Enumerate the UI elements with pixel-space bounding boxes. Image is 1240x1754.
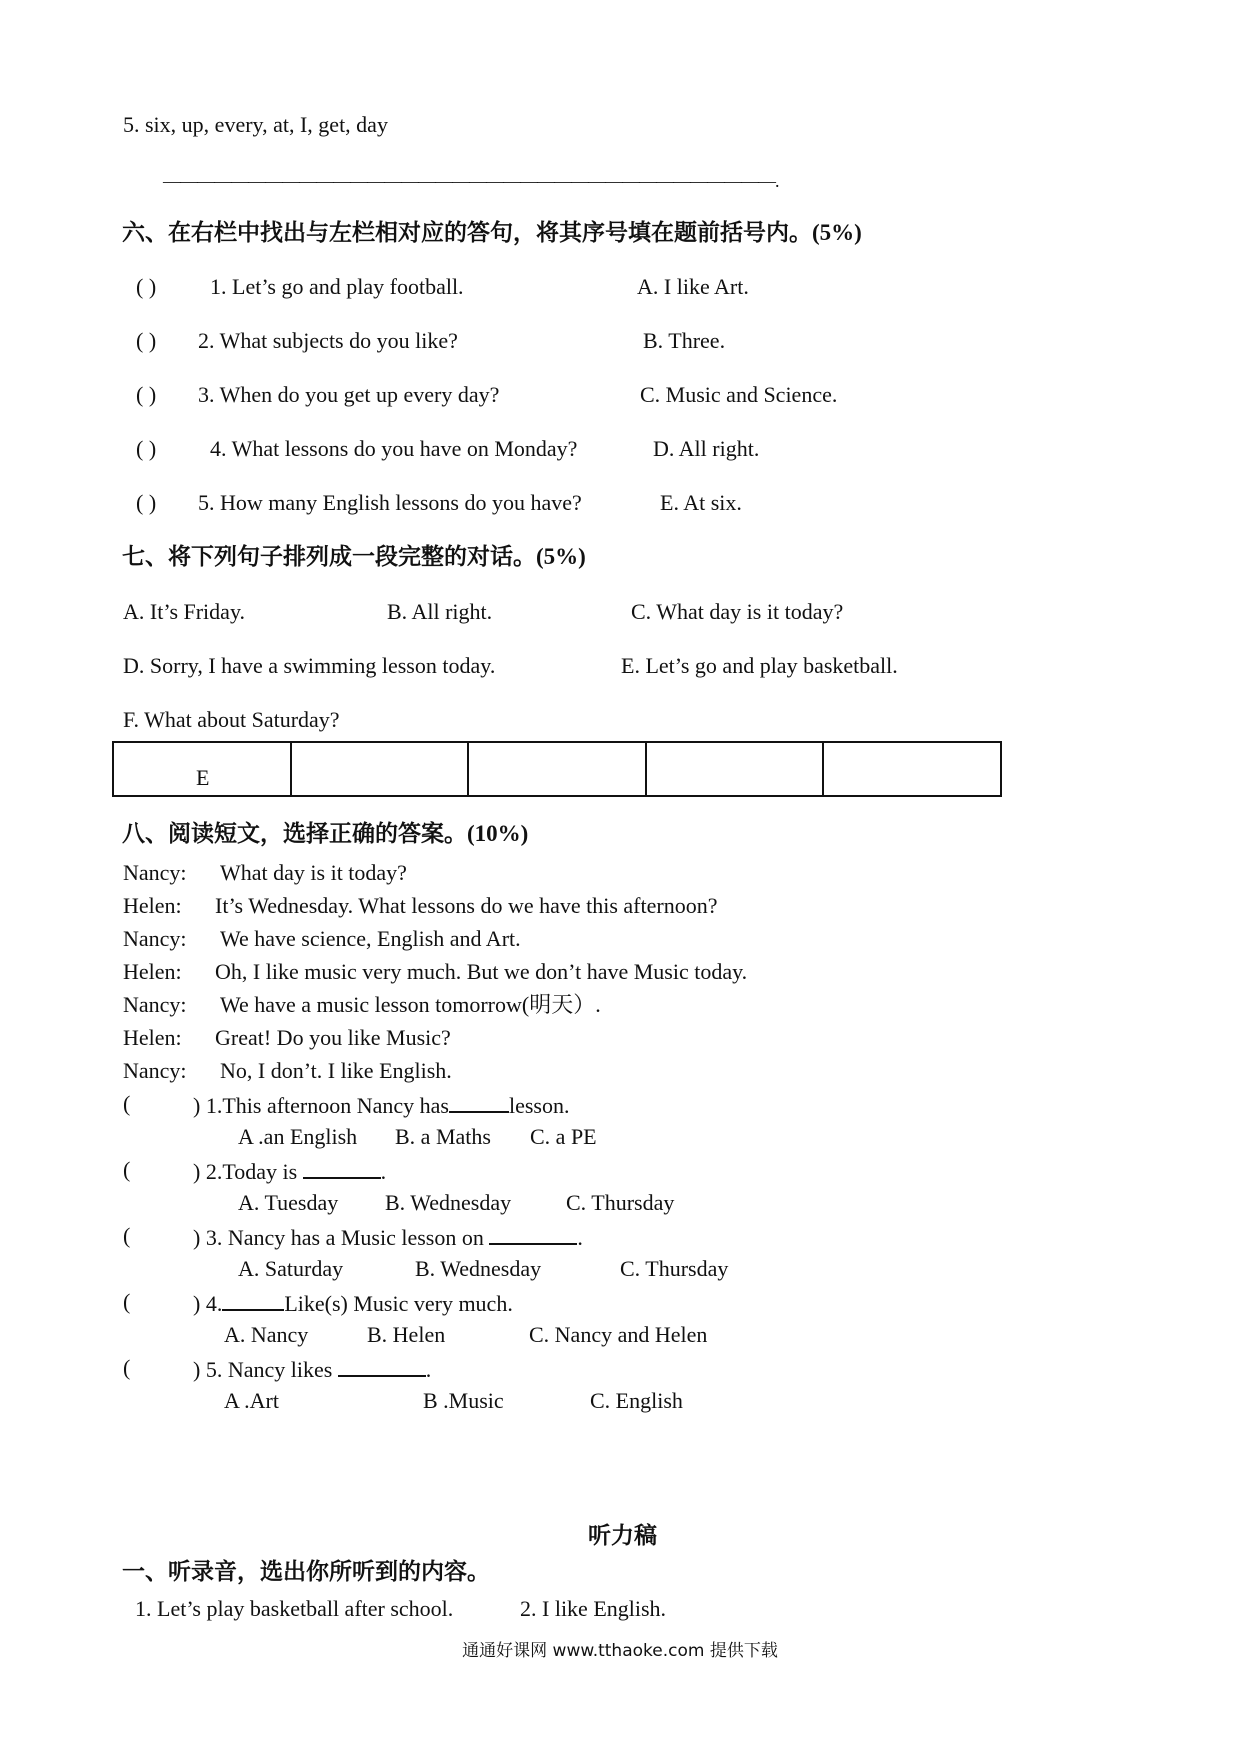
choice[interactable]: B. Helen [367,1322,446,1347]
question-text [193,1091,569,1119]
match-answer: C. Music and Science. [640,382,838,407]
listening-section1-title: 一、听录音，选出你所听到的内容。 [122,1559,490,1584]
dialogue-line: It’s Wednesday. What lessons do we have this afternoon? [215,893,718,918]
order-cell[interactable] [823,742,1001,796]
question-stem: 2.Today is [205,1159,298,1184]
dialogue-line: Oh, I like music very much. But we don’t have Music today. [215,959,748,984]
listening-title: 听力稿 [588,1523,657,1548]
match-question: 3. When do you get up every day? [198,382,500,407]
answer-paren-close: ) [193,1291,201,1316]
answer-paren[interactable]: ( ) [136,436,157,461]
order-cell[interactable] [646,742,824,796]
order-cell[interactable] [291,742,469,796]
choice[interactable]: A .an English [238,1124,358,1149]
question-text [193,1355,431,1383]
answer-blank[interactable] [489,1223,577,1245]
dialogue-option-a: A. It’s Friday. [123,599,246,624]
dialogue-line: No, I don’t. I like English. [220,1058,452,1083]
dialogue-option-e: E. Let’s go and play basketball. [621,653,898,678]
answer-paren-open[interactable]: ( [123,1157,131,1182]
choice[interactable]: C. a PE [530,1124,597,1149]
answer-paren-open[interactable]: ( [123,1223,131,1248]
speaker: Helen: [123,959,182,984]
answer-paren[interactable]: ( ) [136,490,157,515]
question-stem-end: . [425,1357,432,1382]
speaker: Helen: [123,893,182,918]
choice[interactable]: B. a Maths [395,1124,491,1149]
question-stem-end: . [380,1159,387,1184]
footer-credit: 通通好课网 www.tthaoke.com 提供下载 [462,1641,778,1661]
section7-title: 七、将下列句子排列成一段完整的对话。(5%) [122,544,586,569]
speaker: Helen: [123,1025,182,1050]
answer-paren[interactable]: ( ) [136,274,157,299]
listening-line-1: 1. Let’s play basketball after school. [135,1596,454,1621]
answer-blank[interactable] [303,1157,381,1179]
q5-words: 5. six, up, every, at, I, get, day [123,112,388,137]
question-text [193,1223,583,1251]
question-stem-end: lesson. [508,1093,570,1118]
dialogue-line: What day is it today? [220,860,407,885]
question-text [193,1157,386,1185]
answer-blank[interactable] [449,1091,509,1113]
choice[interactable]: C. English [590,1388,683,1413]
section6-title: 六、在右栏中找出与左栏相对应的答句，将其序号填在题前括号内。(5%) [122,220,862,245]
listening-line-2: 2. I like English. [520,1596,667,1621]
choice[interactable]: C. Nancy and Helen [529,1322,708,1347]
dialogue-line: We have science, English and Art. [220,926,521,951]
choice[interactable]: A. Nancy [224,1322,309,1347]
dialogue-option-d: D. Sorry, I have a swimming lesson today. [123,653,496,678]
choice[interactable]: A. Saturday [238,1256,344,1281]
match-question: 5. How many English lessons do you have? [198,490,582,515]
question-stem: 5. Nancy likes [205,1357,333,1382]
match-answer: A. I like Art. [637,274,749,299]
match-answer: D. All right. [653,436,760,461]
match-question: 2. What subjects do you like? [198,328,458,353]
answer-paren-close: ) [193,1357,201,1382]
dialogue-line: We have a music lesson tomorrow(明天）. [220,992,601,1017]
answer-paren-close: ) [193,1159,201,1184]
answer-paren-open[interactable]: ( [123,1289,131,1314]
speaker: Nancy: [123,992,187,1017]
match-question: 1. Let’s go and play football. [210,274,464,299]
choice[interactable]: C. Thursday [620,1256,729,1281]
choice[interactable]: A .Art [224,1388,279,1413]
order-cell[interactable]: E [113,742,291,796]
choice[interactable]: B. Wednesday [385,1190,512,1215]
choice[interactable]: B. Wednesday [415,1256,542,1281]
dialogue-option-b: B. All right. [387,599,493,624]
speaker: Nancy: [123,1058,187,1083]
order-cell[interactable] [468,742,646,796]
match-answer: E. At six. [660,490,742,515]
choice[interactable]: C. Thursday [566,1190,675,1215]
answer-paren-open[interactable]: ( [123,1091,131,1116]
question-stem: 3. Nancy has a Music lesson on [205,1225,484,1250]
choice[interactable]: A. Tuesday [238,1190,339,1215]
q5-answer-line: ————————————————————————————————————. [163,171,779,191]
dialogue-line: Great! Do you like Music? [215,1025,451,1050]
speaker: Nancy: [123,860,187,885]
question-stem-end: Like(s) Music very much. [284,1291,513,1316]
match-question: 4. What lessons do you have on Monday? [210,436,578,461]
speaker: Nancy: [123,926,187,951]
dialogue-option-c: C. What day is it today? [631,599,844,624]
order-answer-table [112,741,1002,797]
choice[interactable]: B .Music [423,1388,504,1413]
match-answer: B. Three. [643,328,726,353]
dialogue-option-f: F. What about Saturday? [123,707,340,732]
answer-blank[interactable] [222,1289,284,1311]
answer-paren-open[interactable]: ( [123,1355,131,1380]
answer-paren[interactable]: ( ) [136,382,157,407]
answer-paren[interactable]: ( ) [136,328,157,353]
question-stem-end: . [577,1225,583,1250]
answer-paren-close: ) [193,1225,201,1250]
section8-title: 八、阅读短文，选择正确的答案。(10%) [122,821,529,846]
question-text [193,1289,513,1317]
question-stem: 4. [205,1291,223,1316]
answer-blank[interactable] [338,1355,426,1377]
question-stem: 1.This afternoon Nancy has [205,1093,449,1118]
answer-paren-close: ) [193,1093,201,1118]
